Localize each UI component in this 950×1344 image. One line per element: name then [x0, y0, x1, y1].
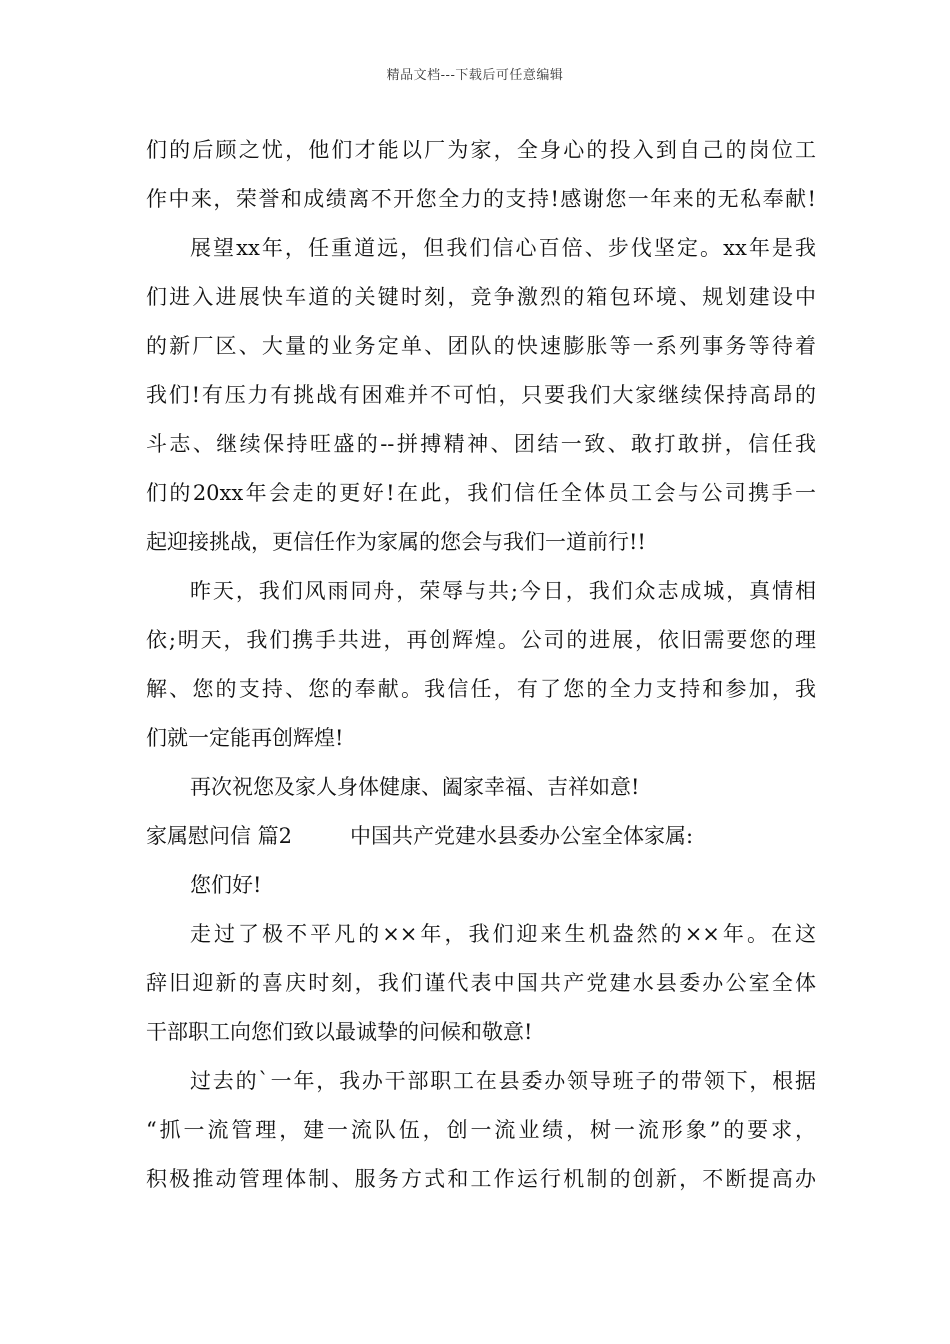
text-line: 起迎接挑战，更信任作为家属的您会与我们一道前行!!	[146, 530, 646, 554]
text-line: 解、您的支持、您的奉献。我信任，有了您的全力支持和参加，我	[146, 677, 816, 701]
text-line: “抓一流管理，建一流队伍，创一流业绩，树一流形象”的要求，	[146, 1118, 816, 1142]
paragraph-start-line: 过去的`一年，我办干部职工在县委办领导班子的带领下，根据	[190, 1069, 816, 1093]
section-heading-line	[146, 812, 816, 861]
paragraph-start-line: 展望xx年，任重道远，但我们信心百倍、步伐坚定。xx年是我	[190, 236, 816, 260]
paragraph-start-line: 昨天，我们风雨同舟，荣辱与共;今日，我们众志成城，真情相	[190, 579, 816, 603]
text-line: 我们!有压力有挑战有困难并不可怕，只要我们大家继续保持高昂的	[146, 383, 816, 407]
paragraph-start-line: 走过了极不平凡的××年，我们迎来生机盎然的××年。在这	[190, 922, 816, 946]
greeting-line: 您们好!	[190, 873, 262, 897]
paragraph-start-line: 再次祝您及家人身体健康、阖家幸福、吉祥如意!	[190, 775, 640, 799]
text-line: 们的后顾之忧，他们才能以厂为家，全身心的投入到自己的岗位工	[146, 138, 816, 162]
text-line: 干部职工向您们致以最诚挚的问候和敬意!	[146, 1020, 533, 1044]
page-header: 精品文档---下载后可任意编辑	[386, 68, 564, 83]
text-line: 们就一定能再创辉煌!	[146, 726, 344, 750]
section-salutation: 中国共产党建水县委办公室全体家属:	[350, 824, 694, 848]
text-line: 的新厂区、大量的业务定单、团队的快速膨胀等一系列事务等待着	[146, 334, 816, 358]
text-line: 斗志、继续保持旺盛的--拼搏精神、团结一致、敢打敢拼，信任我	[146, 432, 816, 456]
document-body	[146, 126, 816, 1204]
section-title: 家属慰问信 篇2	[146, 824, 293, 848]
text-line: 积极推动管理体制、服务方式和工作运行机制的创新，不断提高办	[146, 1167, 816, 1191]
text-line: 辞旧迎新的喜庆时刻，我们谨代表中国共产党建水县委办公室全体	[146, 971, 816, 995]
text-line: 们进入进展快车道的关键时刻，竞争激烈的箱包环境、规划建设中	[146, 285, 816, 309]
text-line: 依;明天，我们携手共进，再创辉煌。公司的进展，依旧需要您的理	[146, 628, 816, 652]
text-line: 作中来，荣誉和成绩离不开您全力的支持!感谢您一年来的无私奉献!	[146, 187, 816, 211]
text-line: 们的20xx年会走的更好!在此，我们信任全体员工会与公司携手一	[146, 481, 816, 505]
